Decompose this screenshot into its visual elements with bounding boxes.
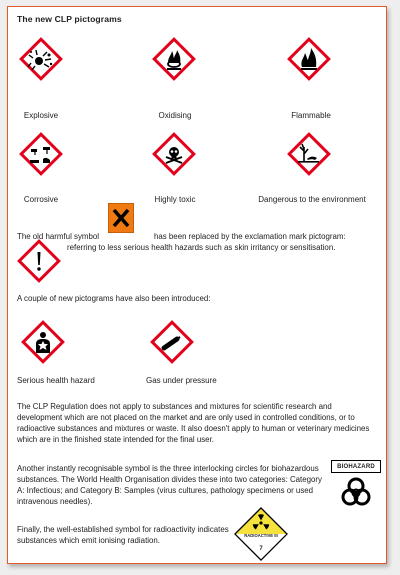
health-hazard-icon	[21, 320, 65, 364]
pictogram-label: Flammable	[291, 111, 331, 120]
corrosive-icon	[19, 132, 63, 176]
flammable-icon	[287, 37, 331, 81]
pictogram-label: Gas under pressure	[146, 376, 217, 385]
harmful-text-after: has been replaced by the exclamation mark pictogram:	[154, 232, 346, 241]
pictogram-label: Dangerous to the environment	[258, 195, 366, 204]
exclamation-icon	[17, 239, 61, 283]
environment-icon	[287, 132, 331, 176]
radioactive-class: 7	[259, 546, 263, 552]
harmful-text-before: The old harmful symbol	[17, 232, 100, 241]
radioactive-label: RADIOACTIVE III	[244, 533, 278, 538]
page-title: The new CLP pictograms	[17, 14, 122, 24]
oxidising-icon	[152, 37, 196, 81]
biohazard-label: BIOHAZARD	[331, 460, 381, 473]
highly-toxic-icon	[152, 132, 196, 176]
gas-cylinder-icon	[150, 320, 194, 364]
clp-scope-paragraph: The CLP Regulation does not apply to substances and mixtures for scientific research and development which are not placed on the market and are only used in controlled conditions, or to radioactive substances and mixtures or waste. It also doesn't apply to human or veterinary medicines which are in the finished state intended for the final user.	[17, 402, 370, 444]
pictogram-label: Corrosive	[23, 195, 59, 204]
pictogram-label: Explosive	[23, 111, 59, 120]
explosive-icon	[19, 37, 63, 81]
harmful-x-icon	[108, 203, 134, 233]
pictogram-label: Oxidising	[158, 111, 192, 120]
pictogram-label: Serious health hazard	[17, 376, 95, 385]
harmful-text-line2: referring to less serious health hazards such as skin irritancy or sensitisation.	[67, 243, 336, 252]
pictogram-label: Highly toxic	[154, 195, 196, 204]
biohazard-paragraph: Another instantly recognisable symbol is the three interlocking circles for biohazardous substances. The World Health Organisation divides these into two categories: Category A: Infectious; and Category B: Samples (virus cultures, pathology specimens or used intravenous needles).	[17, 464, 322, 506]
new-pictograms-intro: A couple of new pictograms have also been introduced:	[17, 294, 211, 303]
radioactivity-paragraph: Finally, the well-established symbol for radioactivity indicates substances which emit ionising radiation.	[17, 525, 229, 545]
